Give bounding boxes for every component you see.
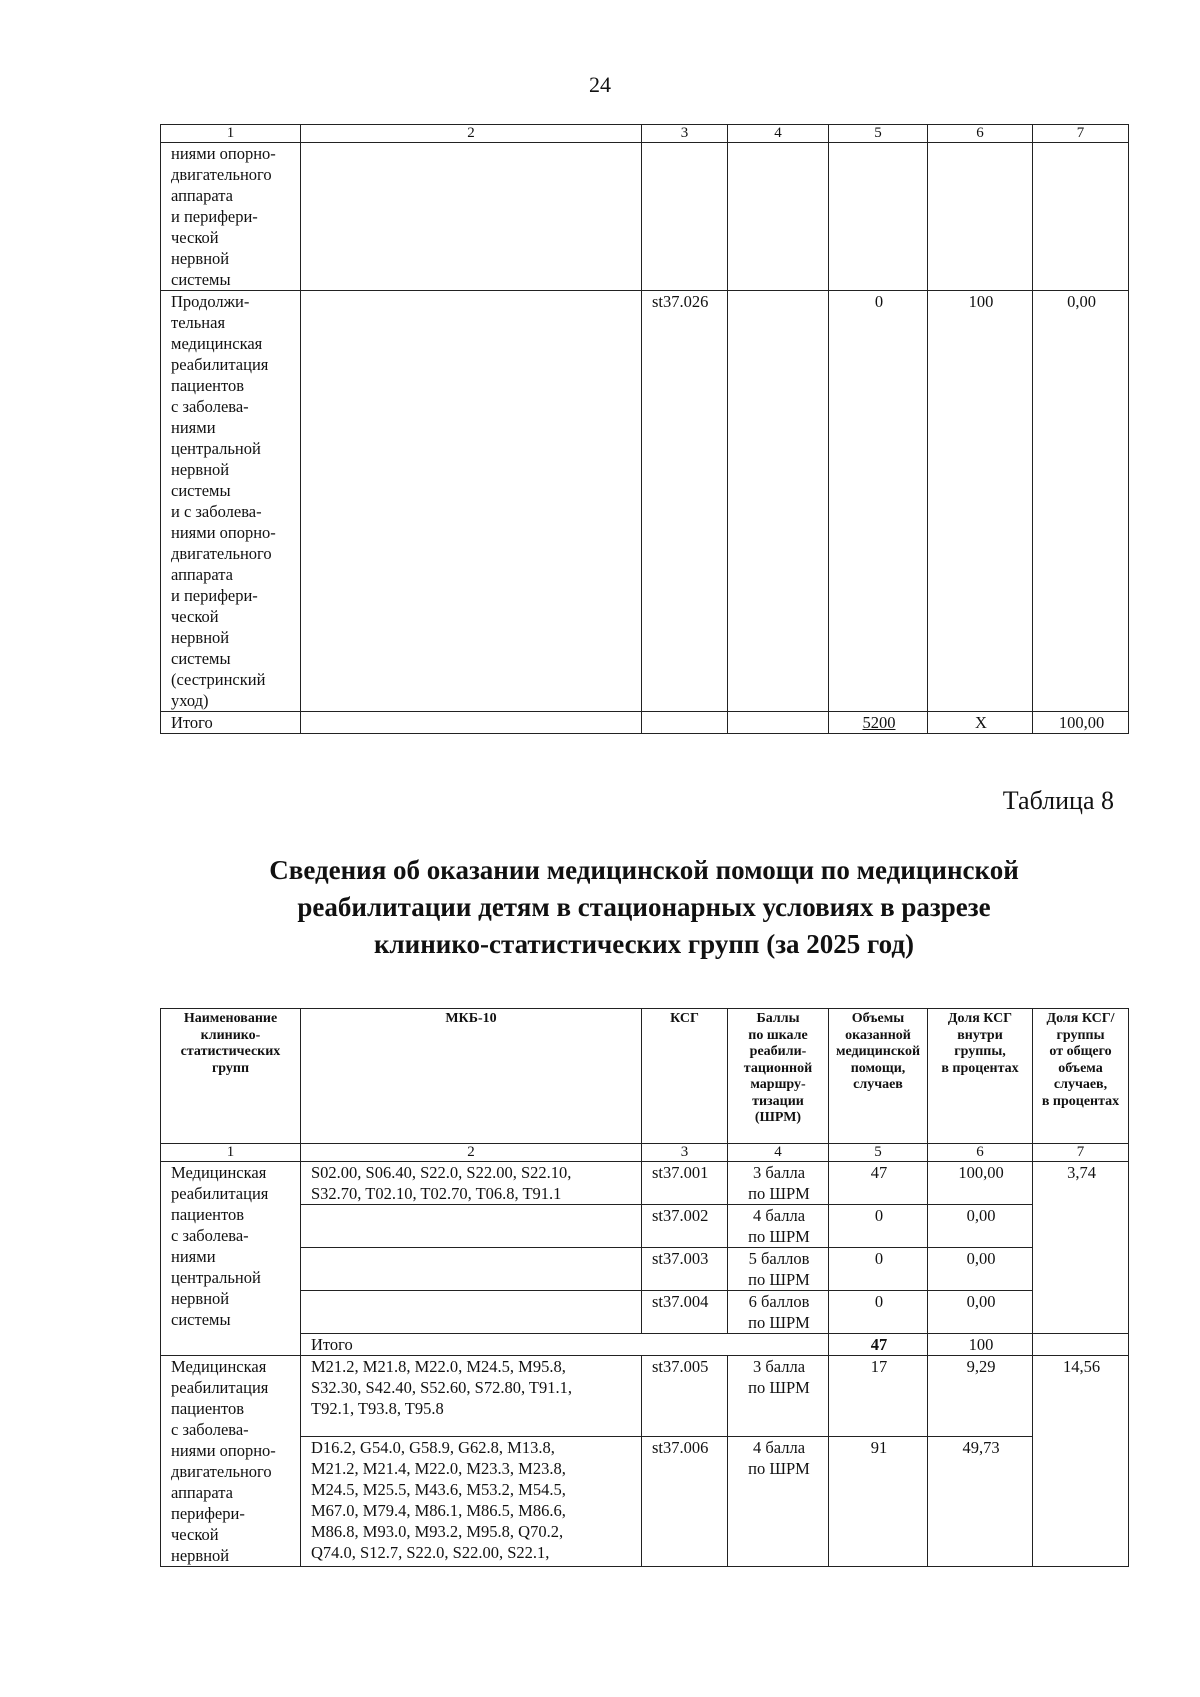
header-cell-volume xyxy=(829,1009,928,1144)
text-line: по ШРМ xyxy=(748,1459,810,1478)
total-share-total: 100,00 xyxy=(1033,712,1129,734)
text-line: тизации xyxy=(752,1093,804,1109)
text-line: системы xyxy=(171,1310,231,1329)
table-row xyxy=(161,1356,1129,1437)
group-name-cell xyxy=(161,1356,301,1567)
col-number: 4 xyxy=(728,1144,829,1162)
text-line: M24.5, M25.5, M43.6, M53.2, M54.5, xyxy=(311,1480,566,1499)
text-line: пациентов xyxy=(171,376,245,395)
ksg-cell: st37.001 xyxy=(642,1162,728,1205)
share-group-cell: 49,73 xyxy=(928,1437,1033,1567)
empty-cell xyxy=(642,712,728,734)
text-line: помощи, xyxy=(850,1060,906,1076)
volume-cell: 17 xyxy=(829,1356,928,1437)
mkb-cell xyxy=(301,1162,642,1205)
col-number: 3 xyxy=(642,125,728,143)
text-line: 4 балла xyxy=(752,1206,806,1225)
text-line: 5 баллов xyxy=(748,1249,810,1268)
text-line: по ШРМ xyxy=(748,1227,810,1246)
header-cell-shrm xyxy=(728,1009,829,1144)
text-line: системы xyxy=(171,270,231,289)
group-name-cell xyxy=(161,1162,301,1356)
text-line: объема xyxy=(1058,1060,1103,1076)
shrm-cell xyxy=(728,143,829,291)
mkb-cell xyxy=(301,1205,642,1248)
text-line: S32.30, S42.40, S52.60, S72.80, T91.1, xyxy=(311,1378,572,1397)
text-line: T92.1, T93.8, T95.8 xyxy=(311,1399,444,1418)
mkb-cell xyxy=(301,1356,642,1437)
table-row xyxy=(161,1437,1129,1567)
ksg-cell xyxy=(642,143,728,291)
text-line: медицинской xyxy=(835,1044,921,1059)
shrm-cell xyxy=(728,1248,829,1291)
volume-cell: 0 xyxy=(829,291,928,712)
header-cell-ksg xyxy=(642,1009,728,1144)
table-row xyxy=(161,1205,1129,1248)
ksg-cell: st37.002 xyxy=(642,1205,728,1248)
share-group-cell: 100,00 xyxy=(928,1162,1033,1205)
volume-cell: 0 xyxy=(829,1205,928,1248)
text-line: M67.0, M79.4, M86.1, M86.5, M86.6, xyxy=(311,1501,566,1520)
ksg-cell: st37.006 xyxy=(642,1437,728,1567)
header-cell-mkb xyxy=(301,1009,642,1144)
text-line: случаев, xyxy=(1053,1077,1108,1092)
subtotal-row xyxy=(161,1334,1129,1356)
text-line: ниями опорно- xyxy=(171,523,276,542)
text-line: нервной xyxy=(171,249,230,268)
text-line: M86.8, M93.0, M93.2, M95.8, Q70.2, xyxy=(311,1522,564,1541)
text-line: клинико- xyxy=(200,1027,261,1043)
col-number: 1 xyxy=(161,125,301,143)
group-name-cell xyxy=(161,143,301,291)
text-line: уход) xyxy=(171,691,209,710)
text-line: по шкале xyxy=(748,1027,808,1043)
title-line: Сведения об оказании медицинской помощи по медицинской xyxy=(269,855,1019,885)
text-line: 3 балла xyxy=(752,1163,806,1182)
text-line: и перифери- xyxy=(171,207,258,226)
col-number: 6 xyxy=(928,125,1033,143)
text-line: ниями опорно- xyxy=(171,1441,276,1460)
text-line: двигательного xyxy=(171,1462,272,1481)
text-line: от общего xyxy=(1049,1044,1112,1059)
volume-cell: 0 xyxy=(829,1248,928,1291)
shrm-cell xyxy=(728,1356,829,1437)
text-line: ческой xyxy=(171,228,219,247)
text-line: (сестринский xyxy=(171,670,266,689)
text-line: групп xyxy=(211,1060,250,1076)
table-title xyxy=(160,852,1128,963)
text-line: аппарата xyxy=(171,1483,233,1502)
text-line: и перифери- xyxy=(171,586,258,605)
total-row xyxy=(161,712,1129,734)
empty-cell xyxy=(1033,1334,1129,1356)
header-row xyxy=(161,1009,1129,1144)
text-line: M21.2, M21.4, M22.0, M23.3, M23.8, xyxy=(311,1459,566,1478)
text-line: 6 баллов xyxy=(748,1292,810,1311)
table-label: Таблица 8 xyxy=(1002,786,1114,815)
text-line: по ШРМ xyxy=(748,1270,810,1289)
mkb-cell xyxy=(301,1291,642,1334)
share-group-cell: 0,00 xyxy=(928,1205,1033,1248)
volume-cell: 0 xyxy=(829,1291,928,1334)
text-line: реабилитация xyxy=(171,1184,269,1203)
col-number: 5 xyxy=(829,125,928,143)
text-line: (ШРМ) xyxy=(754,1110,802,1125)
title-line: клинико-статистических групп (за 2025 год) xyxy=(373,929,915,959)
text-line: группы, xyxy=(954,1044,1006,1059)
text-line: Q74.0, S12.7, S22.0, S22.00, S22.1, xyxy=(311,1543,550,1562)
total-volume-value: 5200 xyxy=(862,713,896,732)
text-line: ческой xyxy=(171,1525,219,1544)
table-row xyxy=(161,291,1129,712)
text-line: нервной xyxy=(171,1546,230,1565)
text-line: центральной xyxy=(171,1268,261,1287)
page-number: 24 xyxy=(589,72,611,97)
text-line: нервной xyxy=(171,1289,230,1308)
text-line: реабилитация xyxy=(171,1378,269,1397)
mkb-cell xyxy=(301,1437,642,1567)
text-line: D16.2, G54.0, G58.9, G62.8, M13.8, xyxy=(311,1438,555,1457)
empty-cell xyxy=(301,712,642,734)
total-share-group: Х xyxy=(928,712,1033,734)
text-line: нервной xyxy=(171,628,230,647)
mkb-cell xyxy=(301,1248,642,1291)
text-line: по ШРМ xyxy=(748,1378,810,1397)
title-line: реабилитации детям в стационарных условиях в разрезе xyxy=(297,892,991,922)
table-continued xyxy=(160,124,1129,734)
text-line: ческой xyxy=(171,607,219,626)
text-line: внутри xyxy=(957,1027,1003,1043)
ksg-cell: st37.026 xyxy=(642,291,728,712)
table-row xyxy=(161,1291,1129,1334)
shrm-cell xyxy=(728,1162,829,1205)
text-line: МКБ-10 xyxy=(445,1011,497,1026)
col-number: 1 xyxy=(161,1144,301,1162)
table-row xyxy=(161,1248,1129,1291)
header-cell-name xyxy=(161,1009,301,1144)
text-line: пациентов xyxy=(171,1399,245,1418)
share-group-cell: 100 xyxy=(928,291,1033,712)
text-line: Доля КСГ/ xyxy=(1046,1011,1115,1026)
text-line: Объемы xyxy=(851,1011,905,1026)
text-line: Продолжи- xyxy=(171,292,250,311)
text-line: перифери- xyxy=(171,1504,245,1523)
text-line: тельная xyxy=(171,313,226,332)
group-name-cell xyxy=(161,291,301,712)
text-line: статистических xyxy=(180,1044,281,1059)
share-total-cell: 3,74 xyxy=(1033,1162,1129,1334)
text-line: Медицинская xyxy=(171,1163,267,1182)
mkb-cell xyxy=(301,291,642,712)
col-number: 7 xyxy=(1033,1144,1129,1162)
col-number: 2 xyxy=(301,125,642,143)
text-line: по ШРМ xyxy=(748,1313,810,1332)
header-cell-share-group xyxy=(928,1009,1033,1144)
text-line: системы xyxy=(171,649,231,668)
col-number: 6 xyxy=(928,1144,1033,1162)
text-line: с заболева- xyxy=(171,1420,249,1439)
text-line: центральной xyxy=(171,439,261,458)
text-line: КСГ xyxy=(670,1011,699,1026)
ksg-cell: st37.004 xyxy=(642,1291,728,1334)
subtotal-volume: 47 xyxy=(829,1334,928,1356)
share-total-cell: 14,56 xyxy=(1033,1356,1129,1567)
text-line: случаев xyxy=(853,1077,903,1092)
share-total-cell xyxy=(1033,143,1129,291)
table-header xyxy=(160,1008,1129,1144)
ksg-cell: st37.005 xyxy=(642,1356,728,1437)
col-number: 7 xyxy=(1033,125,1129,143)
text-line: реабили- xyxy=(749,1044,807,1059)
text-line: двигательного xyxy=(171,165,272,184)
text-line: Баллы xyxy=(756,1011,800,1026)
total-volume xyxy=(829,712,928,734)
column-number-row xyxy=(161,125,1129,143)
text-line: по ШРМ xyxy=(748,1184,810,1203)
text-line: в процентах xyxy=(941,1060,1019,1076)
mkb-cell xyxy=(301,143,642,291)
text-line: Доля КСГ xyxy=(947,1011,1013,1026)
table-row xyxy=(161,143,1129,291)
share-group-cell xyxy=(928,143,1033,291)
empty-cell xyxy=(728,712,829,734)
text-line: медицинская xyxy=(171,334,263,353)
ksg-cell: st37.003 xyxy=(642,1248,728,1291)
col-number: 3 xyxy=(642,1144,728,1162)
share-total-cell: 0,00 xyxy=(1033,291,1129,712)
shrm-cell xyxy=(728,1437,829,1567)
text-line: аппарата xyxy=(171,565,233,584)
text-line: двигательного xyxy=(171,544,272,563)
text-line: и с заболева- xyxy=(171,502,262,521)
volume-cell: 91 xyxy=(829,1437,928,1567)
subtotal-share-group: 100 xyxy=(928,1334,1033,1356)
text-line: в процентах xyxy=(1041,1093,1120,1109)
text-line: Медицинская xyxy=(171,1357,267,1376)
subtotal-label: Итого xyxy=(301,1334,829,1356)
text-line: с заболева- xyxy=(171,397,249,416)
volume-cell xyxy=(829,143,928,291)
text-line: 4 балла xyxy=(752,1438,806,1457)
volume-cell: 47 xyxy=(829,1162,928,1205)
text-line: маршру- xyxy=(750,1077,806,1092)
text-line: системы xyxy=(171,481,231,500)
text-line: с заболева- xyxy=(171,1226,249,1245)
text-line: 3 балла xyxy=(752,1357,806,1376)
header-cell-share-total xyxy=(1033,1009,1129,1144)
text-line: ниями опорно- xyxy=(171,144,276,163)
text-line: тационной xyxy=(743,1060,813,1076)
column-number-row xyxy=(161,1144,1129,1162)
text-line: нервной xyxy=(171,460,230,479)
shrm-cell xyxy=(728,1291,829,1334)
text-line: Наименование xyxy=(183,1011,278,1026)
text-line: пациентов xyxy=(171,1205,245,1224)
col-number: 4 xyxy=(728,125,829,143)
shrm-cell xyxy=(728,291,829,712)
text-line: реабилитация xyxy=(171,355,269,374)
total-label: Итого xyxy=(161,712,301,734)
text-line: ниями xyxy=(171,418,216,437)
text-line: M21.2, M21.8, M22.0, M24.5, M95.8, xyxy=(311,1357,566,1376)
table-body xyxy=(160,1143,1129,1567)
shrm-cell xyxy=(728,1205,829,1248)
text-line: ниями xyxy=(171,1247,216,1266)
text-line: оказанной xyxy=(845,1027,911,1043)
text-line: S32.70, T02.10, T02.70, T06.8, T91.1 xyxy=(311,1184,562,1203)
share-group-cell: 0,00 xyxy=(928,1248,1033,1291)
share-group-cell: 9,29 xyxy=(928,1356,1033,1437)
col-number: 5 xyxy=(829,1144,928,1162)
table-row xyxy=(161,1162,1129,1205)
text-line: аппарата xyxy=(171,186,233,205)
col-number: 2 xyxy=(301,1144,642,1162)
text-line: группы xyxy=(1056,1027,1105,1043)
share-group-cell: 0,00 xyxy=(928,1291,1033,1334)
text-line: S02.00, S06.40, S22.0, S22.00, S22.10, xyxy=(311,1163,572,1182)
